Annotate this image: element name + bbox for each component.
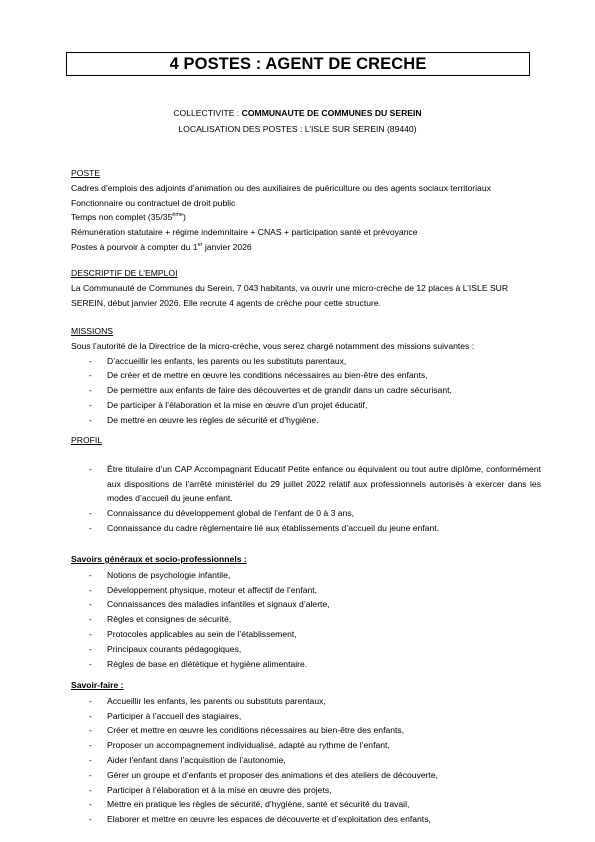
mission-item	[71, 383, 541, 398]
poste-heading: POSTE	[71, 168, 101, 178]
savoir-faire-item-text: Mettre en pratique les règles de sécurité, d’hygiène, santé et sécurité du travail,	[107, 799, 410, 810]
savoir-faire-item-text: Proposer un accompagnement individualisé, adapté au rythme de l’enfant,	[107, 740, 390, 751]
savoirs-heading: Savoirs généraux et socio-professionnels :	[71, 554, 247, 564]
savoir-faire-item-text: Aider l’enfant dans l’acquisition de l’autonomie,	[107, 754, 286, 765]
savoir-faire-item	[71, 797, 541, 812]
missions-list	[71, 354, 541, 428]
savoir-faire-item-text: Participer à l’accueil des stagiaires,	[107, 710, 242, 721]
mission-item-text: De participer à l’élaboration et la mise en œuvre d’un projet éducatif,	[107, 399, 368, 410]
profil-item	[71, 521, 541, 536]
bullet-dash: -	[89, 614, 92, 625]
profil-list	[71, 462, 541, 536]
bullet-dash: -	[89, 784, 92, 795]
savoir-item-text: Connaissances des maladies infantiles et signaux d’alerte,	[107, 599, 330, 610]
savoir-item	[71, 568, 541, 583]
localisation-line: LOCALISATION DES POSTES : L’ISLE SUR SEREIN (89440)	[178, 124, 417, 134]
bullet-dash: -	[89, 414, 92, 425]
savoir-faire-section	[71, 678, 541, 827]
savoir-faire-item	[71, 723, 541, 738]
savoir-faire-item-text: Elaborer et mettre en œuvre les espaces de découverte et d’exploitation des enfants,	[107, 814, 431, 825]
collectivite-label: COLLECTIVITE :	[173, 108, 242, 118]
missions-intro: Sous l’autorité de la Directrice de la micro-crèche, vous serez chargé notamment des missions suivantes :	[71, 340, 475, 351]
bullet-dash: -	[89, 628, 92, 639]
bullet-dash: -	[89, 385, 92, 396]
profil-item	[71, 462, 541, 506]
missions-section	[71, 324, 541, 428]
bullet-dash: -	[89, 769, 92, 780]
profil-item	[71, 506, 541, 521]
descriptif-section	[71, 266, 541, 312]
bullet-dash: -	[89, 584, 92, 595]
bullet-dash: -	[89, 799, 92, 810]
savoir-faire-item-text: Créer et mettre en œuvre les conditions nécessaires au bien-être des enfants,	[107, 725, 405, 736]
savoir-item	[71, 583, 541, 598]
savoir-item-text: Développement physique, moteur et affectif de l’enfant,	[107, 584, 318, 595]
bullet-dash: -	[89, 463, 92, 474]
bullet-dash: -	[89, 643, 92, 654]
collectivite-line	[0, 108, 595, 118]
savoir-item	[71, 597, 541, 612]
savoir-faire-item-text: Gérer un groupe et d’enfants et proposer des animations et des ateliers de découverte,	[107, 769, 439, 780]
bullet-dash: -	[89, 508, 92, 519]
bullet-dash: -	[89, 725, 92, 736]
savoir-item	[71, 657, 541, 672]
savoir-faire-item	[71, 812, 541, 827]
savoir-faire-item	[71, 738, 541, 753]
savoir-item-text: Règles et consignes de sécurité,	[107, 614, 232, 625]
mission-item	[71, 398, 541, 413]
bullet-dash: -	[89, 355, 92, 366]
savoir-item	[71, 627, 541, 642]
descriptif-heading: DESCRIPTIF DE L’EMPLOI	[71, 268, 178, 278]
profil-heading: PROFIL	[71, 435, 103, 445]
savoir-faire-list	[71, 694, 541, 827]
bullet-dash: -	[89, 710, 92, 721]
poste-line-2: Fonctionnaire ou contractuel de droit public	[71, 197, 236, 208]
bullet-dash: -	[89, 814, 92, 825]
savoir-faire-item	[71, 709, 541, 724]
savoir-item-text: Principaux courants pédagogiques,	[107, 643, 242, 654]
bullet-dash: -	[89, 658, 92, 669]
bullet-dash: -	[89, 754, 92, 765]
savoir-faire-item	[71, 783, 541, 798]
poste-line-5: Postes à pourvoir à compter du 1er janvier 2026	[71, 241, 252, 252]
savoir-faire-heading: Savoir-faire :	[71, 680, 124, 690]
savoir-faire-item-text: Participer à l’élaboration et à la mise en œuvre des projets,	[107, 784, 332, 795]
collectivite-value: COMMUNAUTE DE COMMUNES DU SEREIN	[241, 108, 422, 118]
profil-item-text: Être titulaire d’un CAP Accompagnant Educatif Petite enfance ou équivalent ou tout autre diplôme, conformément aux dispositions de l’arrêté ministériel du 29 juillet 2022 relatif aux professionnels autorisés à exercer dans les modes d’accueil du jeune enfant.	[107, 463, 541, 504]
mission-item	[71, 368, 541, 383]
savoir-faire-item	[71, 768, 541, 783]
poste-line-3: Temps non complet (35/35ème)	[71, 212, 186, 223]
missions-heading: MISSIONS	[71, 326, 114, 336]
bullet-dash: -	[89, 740, 92, 751]
savoir-item	[71, 642, 541, 657]
poste-line-4: Rémunération statutaire + régime indemnitaire + CNAS + participation santé et prévoyance	[71, 227, 418, 238]
savoirs-list	[71, 568, 541, 672]
savoir-item-text: Règles de base en diététique et hygiène alimentaire.	[107, 658, 308, 669]
profil-item-text: Connaissance du développement global de l’enfant de 0 à 3 ans,	[107, 508, 355, 519]
savoir-item	[71, 612, 541, 627]
bullet-dash: -	[89, 399, 92, 410]
page-title: 4 POSTES : AGENT DE CRECHE	[66, 52, 530, 76]
bullet-dash: -	[89, 569, 92, 580]
savoir-item-text: Protocoles applicables au sein de l’établissement,	[107, 628, 297, 639]
poste-section	[71, 166, 541, 255]
mission-item	[71, 413, 541, 428]
mission-item-text: De permettre aux enfants de faire des découvertes et de grandir dans un cadre sécurisant,	[107, 385, 452, 396]
bullet-dash: -	[89, 695, 92, 706]
mission-item-text: De mettre en œuvre les règles de sécurité et d’hygiène.	[107, 414, 319, 425]
savoir-faire-item	[71, 753, 541, 768]
mission-item-text: D’accueillir les enfants, les parents ou les substituts parentaux,	[107, 355, 347, 366]
profil-section	[71, 433, 541, 536]
descriptif-text: La Communauté de Communes du Serein, 7 043 habitants, va ouvrir une micro-crèche de 12 places à L’ISLE SUR SEREIN, début janvier 2026. Elle recrute 4 agents de crèche pour cette structure.	[71, 282, 509, 309]
profil-item-text: Connaissance du cadre règlementaire lié aux établissements d’accueil du jeune enfant.	[107, 522, 440, 533]
mission-item	[71, 354, 541, 369]
poste-line-1: Cadres d’emplois des adjoints d’animation ou des auxiliaires de puériculture ou des agents sociaux territoriaux	[71, 182, 491, 193]
savoirs-section	[71, 552, 541, 671]
mission-item-text: De créer et de mettre en œuvre les conditions nécessaires au bien-être des enfants,	[107, 370, 428, 381]
bullet-dash: -	[89, 522, 92, 533]
savoir-item-text: Notions de psychologie infantile,	[107, 569, 231, 580]
bullet-dash: -	[89, 599, 92, 610]
savoir-faire-item	[71, 694, 541, 709]
bullet-dash: -	[89, 370, 92, 381]
savoir-faire-item-text: Accueillir les enfants, les parents ou substituts parentaux,	[107, 695, 326, 706]
